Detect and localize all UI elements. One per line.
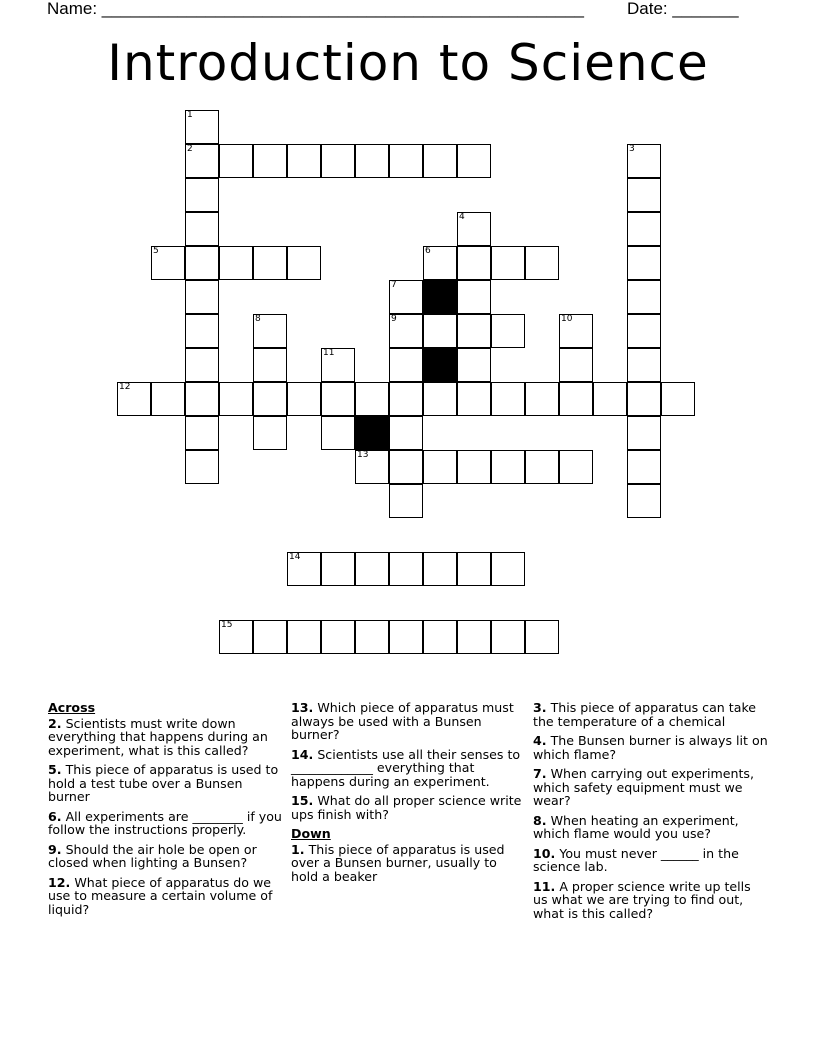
crossword-cell[interactable] <box>287 552 321 586</box>
crossword-cell[interactable] <box>627 416 661 450</box>
crossword-cell[interactable] <box>491 382 525 416</box>
crossword-cell[interactable] <box>389 382 423 416</box>
clue-text: What piece of apparatus do we use to measure a certain volume of liquid? <box>48 874 273 917</box>
crossword-cell[interactable] <box>219 382 253 416</box>
crossword-cell[interactable] <box>389 314 423 348</box>
crossword-cell[interactable] <box>253 314 287 348</box>
crossword-cell[interactable] <box>627 382 661 416</box>
clue-number: 6. <box>48 808 62 824</box>
clue-number: 13. <box>291 700 314 715</box>
clue-text: Which piece of apparatus must always be used with a Bunsen burner? <box>291 700 514 742</box>
crossword-cell[interactable] <box>219 246 253 280</box>
crossword-cell[interactable] <box>253 620 287 654</box>
crossword-cell[interactable] <box>457 620 491 654</box>
clue-text: This piece of apparatus is used to hold a test tube over a Bunsen burner <box>48 762 279 804</box>
crossword-cell[interactable] <box>525 382 559 416</box>
clue-item <box>48 876 284 917</box>
crossword-cell[interactable] <box>355 382 389 416</box>
black-square <box>355 416 389 450</box>
cell-number: 3 <box>629 144 635 154</box>
cell-number: 8 <box>255 314 261 324</box>
crossword-cell[interactable] <box>185 280 219 314</box>
crossword-cell[interactable] <box>321 382 355 416</box>
cell-number: 13 <box>357 450 369 460</box>
clue-number: 2. <box>48 715 62 731</box>
crossword-cell[interactable] <box>355 620 389 654</box>
crossword-cell[interactable] <box>185 416 219 450</box>
crossword-cell[interactable] <box>559 450 593 484</box>
clue-item <box>291 794 527 821</box>
crossword-cell[interactable] <box>185 144 219 178</box>
crossword-cell[interactable] <box>389 416 423 450</box>
crossword-cell[interactable] <box>491 314 525 348</box>
clue-item <box>533 814 769 841</box>
crossword-cell[interactable] <box>423 620 457 654</box>
clue-text: You must never ______ in the science lab. <box>533 845 739 874</box>
clue-text: A proper science write up tells us what we are trying to find out, what is this called? <box>533 878 751 921</box>
crossword-cell[interactable] <box>423 144 457 178</box>
clue-number: 8. <box>533 812 547 828</box>
crossword-cell[interactable] <box>423 552 457 586</box>
crossword-cell[interactable] <box>559 314 593 348</box>
clue-number: 12. <box>48 874 71 890</box>
cell-number: 5 <box>153 246 159 256</box>
crossword-cell[interactable] <box>389 552 423 586</box>
crossword-cell[interactable] <box>627 314 661 348</box>
cell-number: 11 <box>323 348 335 358</box>
clue-number: 9. <box>48 841 62 857</box>
clue-text: Scientists use all their senses to _____________ everything that happens during an experiment. <box>291 746 521 789</box>
crossword-cell[interactable] <box>185 110 219 144</box>
crossword-cell[interactable] <box>457 246 491 280</box>
crossword-cell[interactable] <box>423 450 457 484</box>
crossword-cell[interactable] <box>491 552 525 586</box>
crossword-cell[interactable] <box>491 620 525 654</box>
clue-text: This piece of apparatus is used over a Bunsen burner, usually to hold a beaker <box>291 841 505 884</box>
cell-number: 2 <box>187 144 193 154</box>
clue-number: 11. <box>533 878 556 894</box>
crossword-cell[interactable] <box>185 212 219 246</box>
down-heading: Down <box>291 826 331 841</box>
black-square <box>423 348 457 382</box>
crossword-cell[interactable] <box>117 382 151 416</box>
clue-item <box>533 701 769 728</box>
crossword-cell[interactable] <box>423 246 457 280</box>
clue-text: The Bunsen burner is always lit on which flame? <box>533 733 768 762</box>
crossword-cell[interactable] <box>321 552 355 586</box>
crossword-cell[interactable] <box>627 178 661 212</box>
clue-item <box>533 767 769 808</box>
crossword-cell[interactable] <box>457 348 491 382</box>
crossword-cell[interactable] <box>253 348 287 382</box>
crossword-cell[interactable] <box>457 552 491 586</box>
cell-number: 15 <box>221 620 233 630</box>
crossword-cell[interactable] <box>627 246 661 280</box>
crossword-cell[interactable] <box>355 450 389 484</box>
crossword-cell[interactable] <box>151 246 185 280</box>
clue-item <box>533 847 769 874</box>
crossword-cell[interactable] <box>185 348 219 382</box>
clue-text: This piece of apparatus can take the temperature of a chemical <box>533 700 757 729</box>
clue-number: 5. <box>48 762 62 777</box>
crossword-cell[interactable] <box>389 484 423 518</box>
crossword-cell[interactable] <box>525 246 559 280</box>
clue-item <box>533 734 769 761</box>
crossword-cell[interactable] <box>457 144 491 178</box>
crossword-cell[interactable] <box>389 450 423 484</box>
black-square <box>423 280 457 314</box>
crossword-cell[interactable] <box>185 382 219 416</box>
clue-number: 15. <box>291 793 314 808</box>
clue-column-1 <box>48 701 284 922</box>
crossword-cell[interactable] <box>389 348 423 382</box>
crossword-cell[interactable] <box>321 348 355 382</box>
date-field-label: Date: _______ <box>627 0 739 18</box>
clue-text: When carrying out experiments, which safety equipment must we wear? <box>533 766 754 808</box>
page-title: Introduction to Science <box>107 34 709 92</box>
across-heading: Across <box>48 700 96 715</box>
crossword-cell[interactable] <box>185 314 219 348</box>
crossword-cell[interactable] <box>457 212 491 246</box>
crossword-cell[interactable] <box>321 416 355 450</box>
cell-number: 1 <box>187 110 193 120</box>
crossword-cell[interactable] <box>457 314 491 348</box>
clue-text: All experiments are ________ if you follow the instructions properly. <box>48 808 282 837</box>
crossword-cell[interactable] <box>457 450 491 484</box>
clue-item <box>48 717 284 758</box>
crossword-cell[interactable] <box>287 382 321 416</box>
crossword-cell[interactable] <box>219 620 253 654</box>
crossword-cell[interactable] <box>321 620 355 654</box>
clue-item <box>291 701 527 742</box>
clue-number: 10. <box>533 845 556 861</box>
clue-number: 4. <box>533 733 547 748</box>
cell-number: 7 <box>391 280 397 290</box>
crossword-cell[interactable] <box>627 212 661 246</box>
crossword-cell[interactable] <box>355 552 389 586</box>
crossword-cell[interactable] <box>151 382 185 416</box>
crossword-cell[interactable] <box>253 246 287 280</box>
crossword-cell[interactable] <box>491 246 525 280</box>
crossword-cell[interactable] <box>593 382 627 416</box>
crossword-cell[interactable] <box>253 416 287 450</box>
crossword-cell[interactable] <box>525 450 559 484</box>
clue-text: When heating an experiment, which flame would you use? <box>533 812 739 841</box>
cell-number: 6 <box>425 246 431 256</box>
cell-number: 4 <box>459 212 465 222</box>
cell-number: 12 <box>119 382 131 392</box>
crossword-cell[interactable] <box>627 450 661 484</box>
clue-item <box>291 843 527 884</box>
crossword-cell[interactable] <box>389 620 423 654</box>
clue-text: What do all proper science write ups finish with? <box>291 793 522 822</box>
crossword-cell[interactable] <box>457 382 491 416</box>
crossword-cell[interactable] <box>525 620 559 654</box>
crossword-cell[interactable] <box>355 144 389 178</box>
clue-text: Should the air hole be open or closed when lighting a Bunsen? <box>48 841 257 870</box>
crossword-cell[interactable] <box>389 280 423 314</box>
crossword-cell[interactable] <box>627 348 661 382</box>
crossword-cell[interactable] <box>627 280 661 314</box>
clue-number: 3. <box>533 700 547 715</box>
crossword-cell[interactable] <box>389 144 423 178</box>
crossword-cell[interactable] <box>559 382 593 416</box>
crossword-cell[interactable] <box>661 382 695 416</box>
crossword-cell[interactable] <box>287 620 321 654</box>
crossword-cell[interactable] <box>219 144 253 178</box>
cell-number: 10 <box>561 314 573 324</box>
crossword-cell[interactable] <box>423 314 457 348</box>
clue-column-3 <box>533 701 769 926</box>
crossword-cell[interactable] <box>627 484 661 518</box>
crossword-cell[interactable] <box>457 280 491 314</box>
cell-number: 9 <box>391 314 397 324</box>
clue-number: 1. <box>291 841 305 857</box>
crossword-cell[interactable] <box>185 178 219 212</box>
crossword-cell[interactable] <box>287 144 321 178</box>
crossword-cell[interactable] <box>559 348 593 382</box>
clue-text: Scientists must write down everything that happens during an experiment, what is this called? <box>48 715 268 758</box>
crossword-cell[interactable] <box>287 246 321 280</box>
crossword-cell[interactable] <box>185 450 219 484</box>
clue-item <box>533 880 769 921</box>
name-field-label: Name: ___________________________________________________ <box>47 0 584 18</box>
crossword-cell[interactable] <box>321 144 355 178</box>
crossword-cell[interactable] <box>185 246 219 280</box>
clue-column-2 <box>291 701 527 889</box>
clue-item <box>48 810 284 837</box>
clue-item <box>48 763 284 804</box>
crossword-cell[interactable] <box>491 450 525 484</box>
crossword-cell[interactable] <box>627 144 661 178</box>
crossword-cell[interactable] <box>423 382 457 416</box>
clue-item <box>291 748 527 789</box>
clue-number: 14. <box>291 746 314 762</box>
crossword-cell[interactable] <box>253 144 287 178</box>
clue-item <box>48 843 284 870</box>
clue-number: 7. <box>533 766 547 781</box>
crossword-cell[interactable] <box>253 382 287 416</box>
cell-number: 14 <box>289 552 301 562</box>
